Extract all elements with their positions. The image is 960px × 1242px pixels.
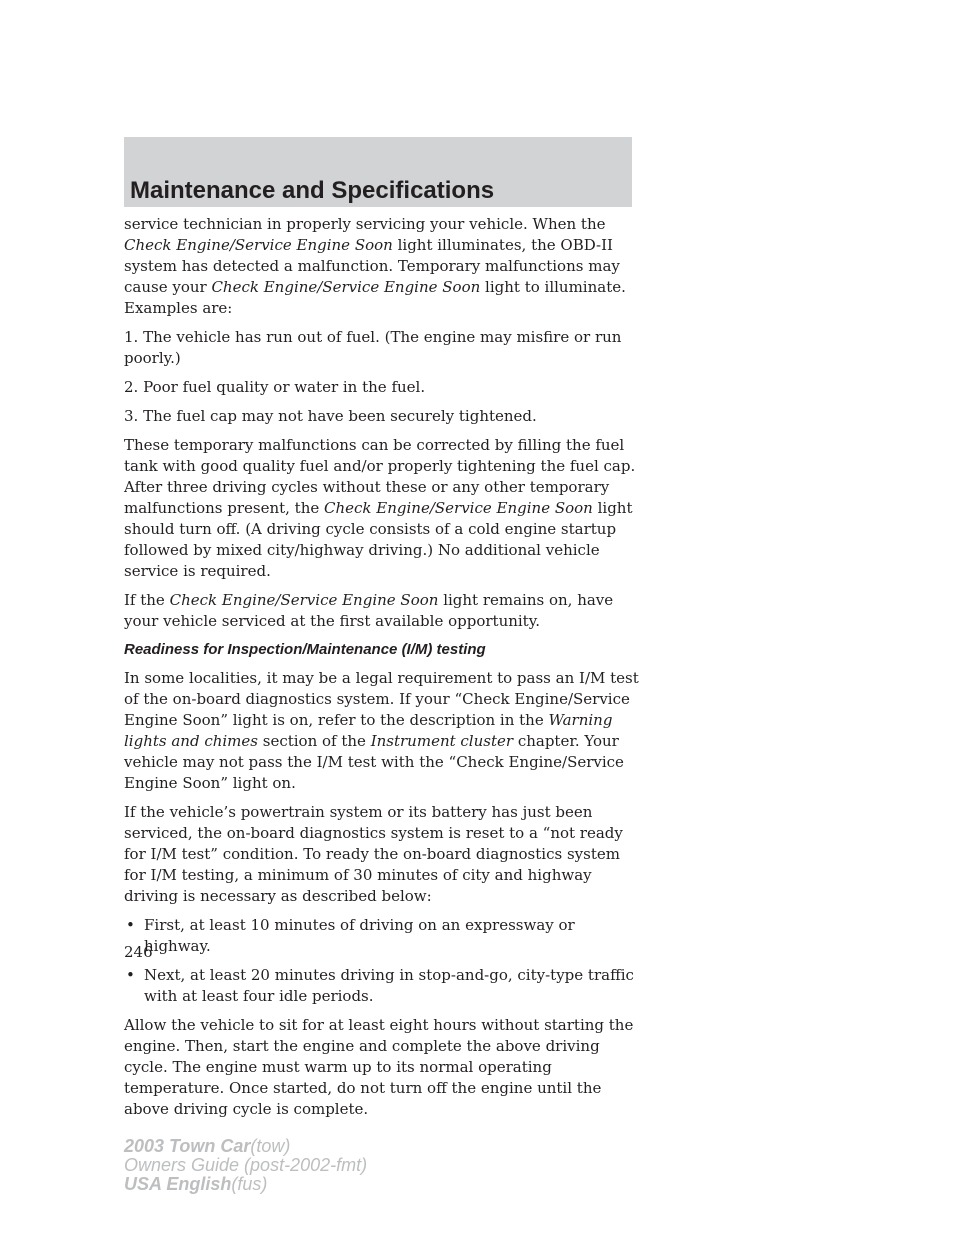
bullet-text: First, at least 10 minutes of driving on an expressway or highway. (144, 916, 575, 955)
text-run: light illuminates, the OBD-II system has detected a malfunction. Temporary malfunctions may cause your (124, 236, 620, 296)
bullet-item (124, 915, 644, 957)
text-run: light remains on, have your vehicle serviced at the first available opportunity. (124, 591, 614, 630)
footer-language-code: (fus) (231, 1174, 268, 1194)
text-run: service technician in properly servicing your vehicle. When the (124, 215, 606, 233)
list-item: 1. The vehicle has run out of fuel. (The engine may misfire or run poorly.) (124, 328, 622, 367)
bullet-item (124, 965, 644, 1007)
footer-line (124, 1137, 367, 1156)
text-run: These temporary malfunctions can be corrected by filling the fuel tank with good quality fuel and/or properly tightening the fuel cap. After three driving cycles without these or any other temporary malfunctions present, the (124, 436, 636, 517)
paragraph-temporary-malfunctions (124, 435, 644, 582)
document-footer (124, 1137, 367, 1194)
body-text (124, 214, 644, 1128)
bullet-text: Next, at least 20 minutes driving in stop-and-go, city-type traffic with at least four idle periods. (144, 966, 634, 1005)
bullet-icon: • (126, 916, 135, 934)
list-item: 3. The fuel cap may not have been securely tightened. (124, 407, 537, 425)
warning-light-name: Check Engine/Service Engine Soon (169, 591, 439, 609)
footer-model-code: (tow) (250, 1136, 291, 1156)
warning-light-name: Check Engine/Service Engine Soon (124, 236, 393, 254)
chapter-reference: Instrument cluster (370, 732, 514, 750)
paragraph-drive-cycle: Allow the vehicle to sit for at least eight hours without starting the engine. Then, start the engine and complete the above driving cycle. The engine must warm up to its normal operating temperature. Once started, do not turn off the engine until the above driving cycle is complete. (124, 1016, 634, 1118)
bullet-icon: • (126, 966, 135, 984)
paragraph-light-remains-on (124, 590, 644, 632)
section-title: Maintenance and Specifications (130, 177, 495, 204)
subheading-im-testing: Readiness for Inspection/Maintenance (I/M) testing (124, 641, 486, 658)
section-reference: Warning lights and chimes (124, 711, 613, 750)
paragraph-obd-intro (124, 214, 644, 319)
footer-model: 2003 Town Car (124, 1136, 251, 1156)
paragraph-im-test (124, 668, 644, 794)
footer-guide-name: Owners Guide (post-2002-fmt) (124, 1155, 368, 1175)
text-run: chapter. Your vehicle may not pass the I/M test with the “Check Engine/Service Engine Soon” light on. (124, 732, 624, 792)
text-run: light should turn off. (A driving cycle consists of a cold engine startup followed by mixed city/highway driving.) No additional vehicle service is required. (124, 499, 633, 580)
text-run: section of the (257, 732, 371, 750)
paragraph-reset-conditions: If the vehicle’s powertrain system or its battery has just been serviced, the on-board diagnostics system is reset to a “not ready for I/M test” condition. To ready the on-board diagnostics system for I/M testing, a minimum of 30 minutes of city and highway driving is necessary as described below: (124, 803, 623, 905)
warning-light-name: Check Engine/Service Engine Soon (211, 278, 481, 296)
warning-light-name: Check Engine/Service Engine Soon (324, 499, 593, 517)
list-item: 2. Poor fuel quality or water in the fuel. (124, 378, 426, 396)
footer-language: USA English (124, 1174, 232, 1194)
text-run: light to illuminate. Examples are: (124, 278, 626, 317)
footer-line (124, 1175, 367, 1194)
text-run: If the (124, 591, 170, 609)
page-number: 246 (124, 943, 153, 961)
text-run: In some localities, it may be a legal requirement to pass an I/M test of the on-board diagnostics system. If your “Check Engine/Service Engine Soon” light is on, refer to the description in the (124, 669, 639, 729)
